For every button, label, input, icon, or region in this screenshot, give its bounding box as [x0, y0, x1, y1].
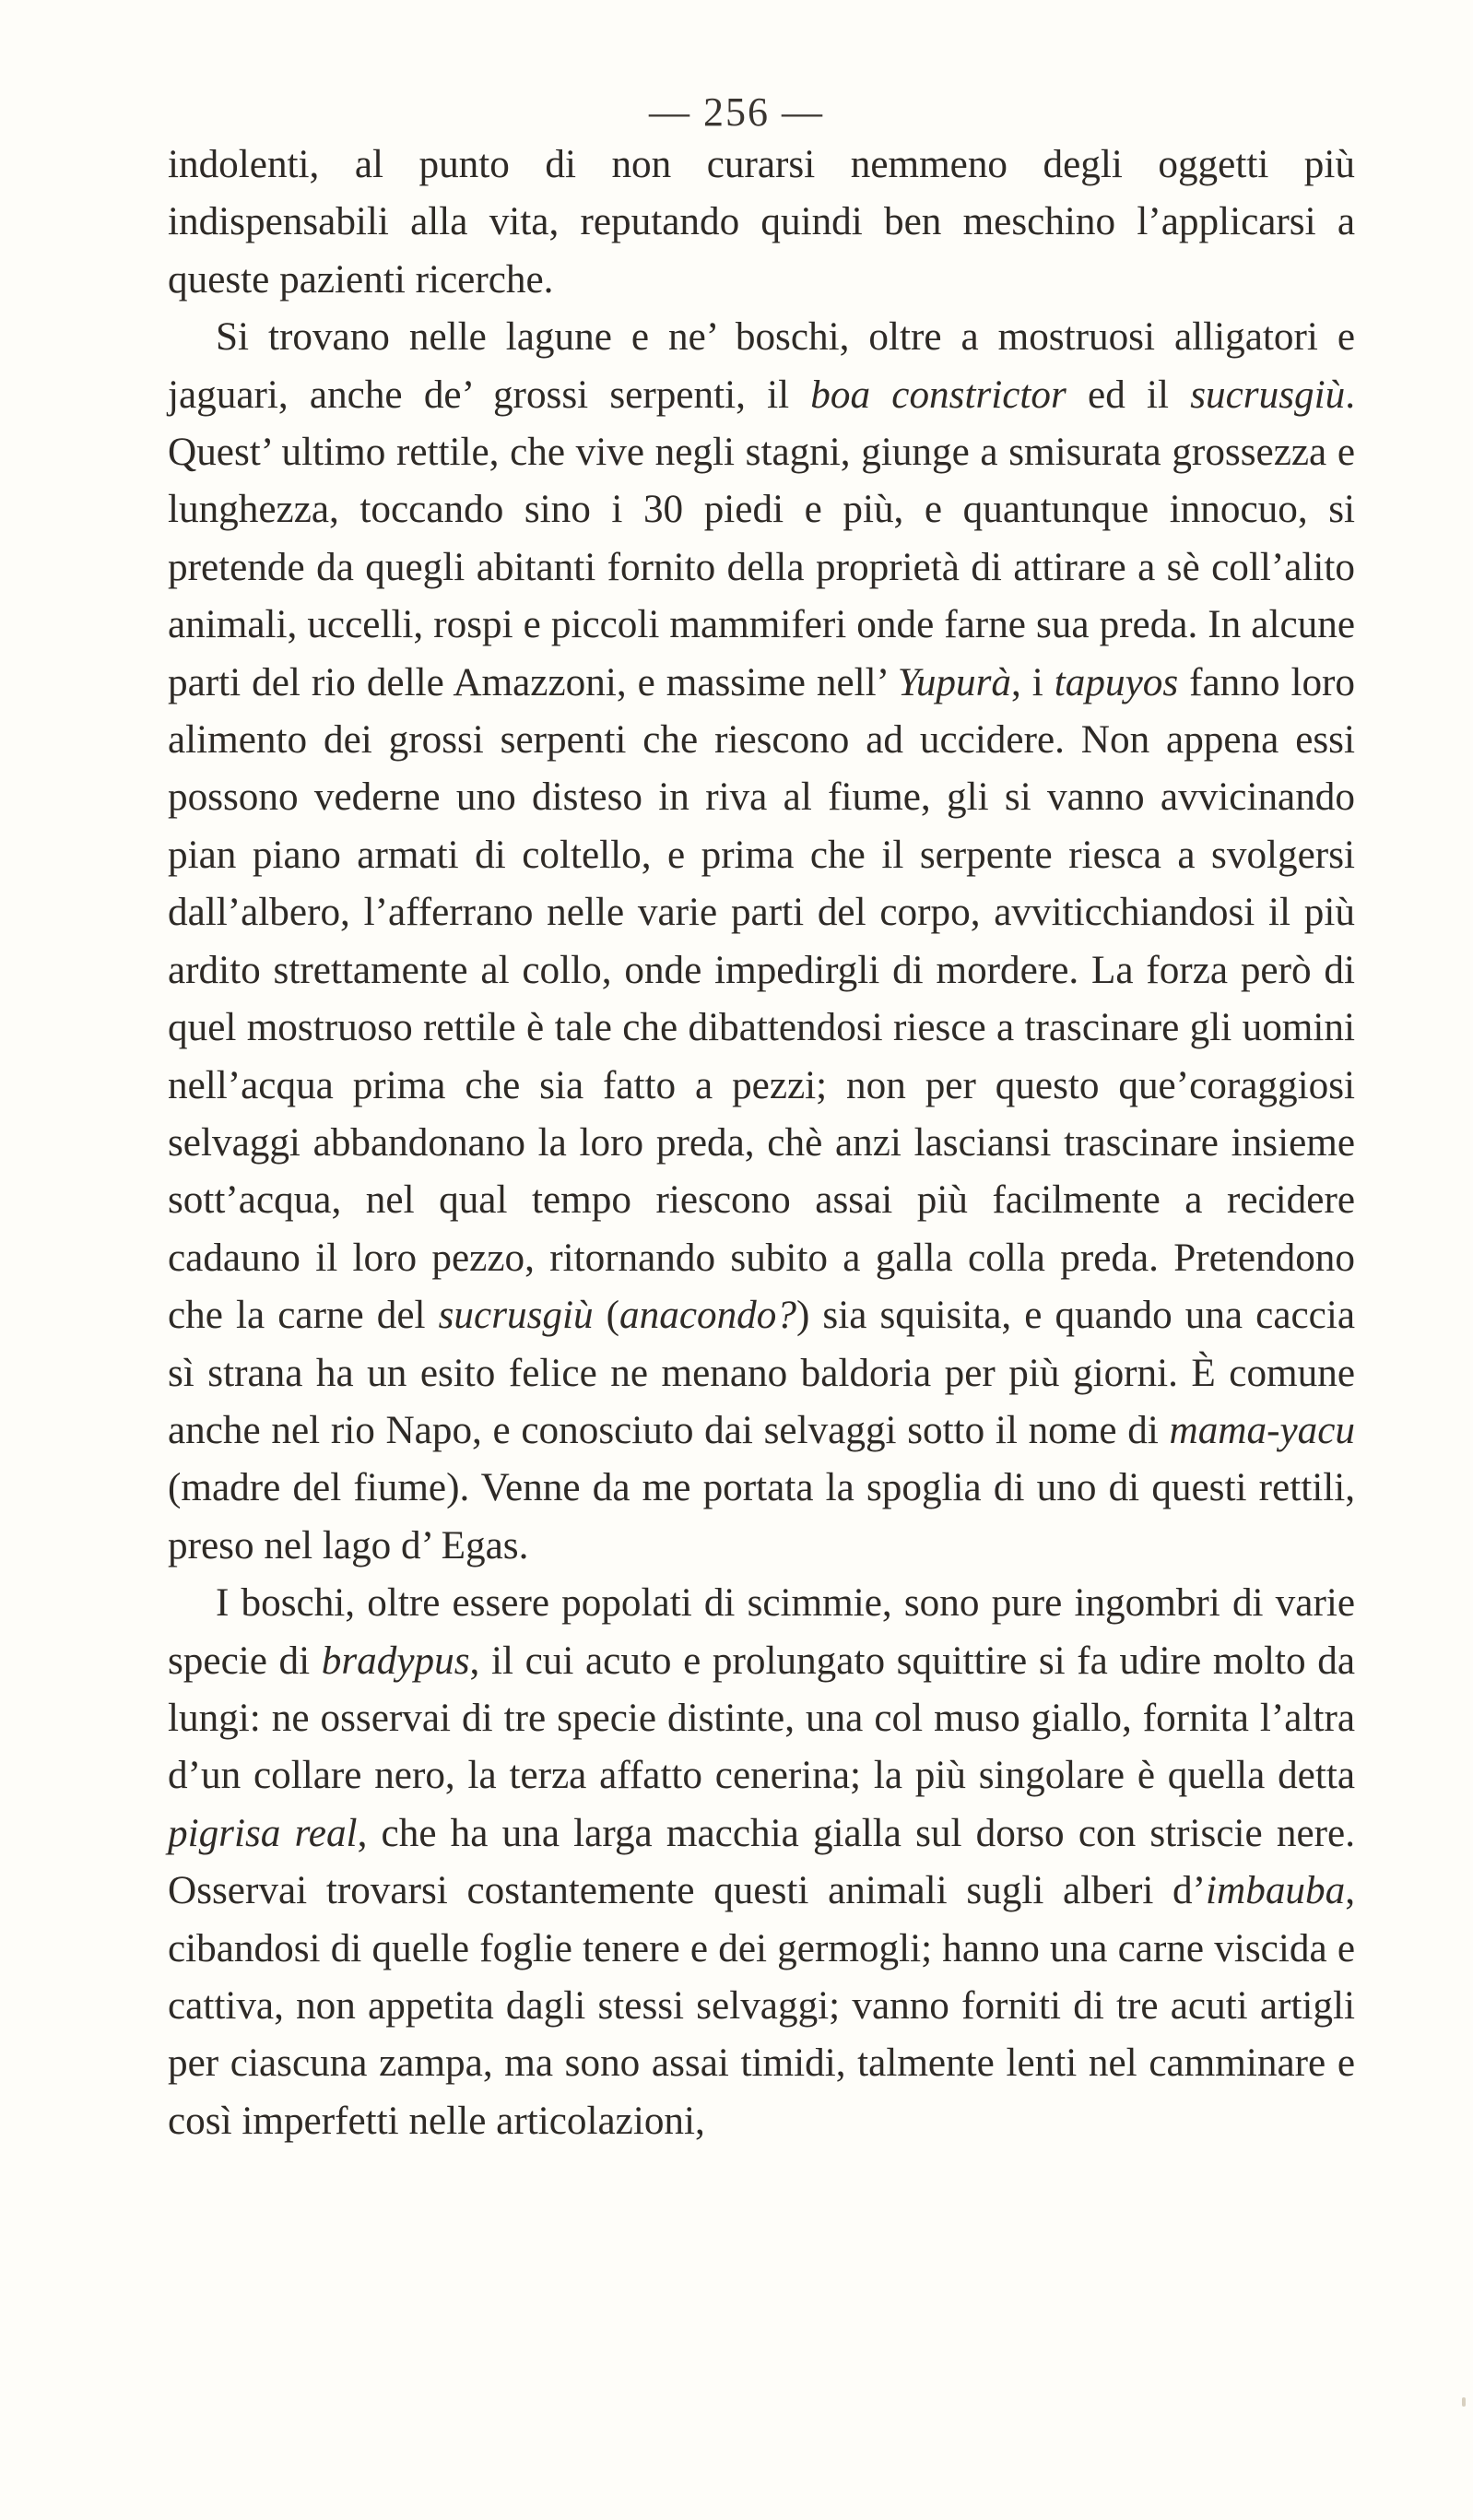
- body-text: [168, 136, 1355, 2150]
- italic-term: pigrisa real: [168, 1811, 358, 1855]
- text-segment: (: [593, 1294, 620, 1338]
- page-number: — 256 —: [649, 89, 824, 135]
- paragraph-1: [168, 136, 1355, 309]
- italic-term: bradypus: [321, 1639, 470, 1683]
- italic-term: sucrusgiù: [438, 1294, 594, 1338]
- italic-term: mama-yacu: [1169, 1408, 1355, 1452]
- text-segment: , il cui acuto e prolungato squittire si fa udire molto da lungi: ne osservai di tre specie distinte, una col muso giallo, fornita l’altra d’un collare nero, la terza affatto cenerina; la più singolare è quella detta: [168, 1639, 1355, 1798]
- paragraph-3: [168, 1575, 1355, 2150]
- text-segment: Si trovano nelle lagune e ne’ boschi, oltre a mostruosi alligatori e jaguari, anche de’ grossi serpenti, il: [168, 315, 1355, 417]
- paragraph-2: [168, 309, 1355, 1575]
- italic-term: tapuyos: [1054, 660, 1179, 704]
- text-segment: (madre del fiume). Venne da me portata la spoglia di uno di questi rettili, preso nel lago d’ Egas.: [168, 1466, 1355, 1568]
- text-segment: fanno loro alimento dei grossi serpenti che riescono ad uccidere. Non appena essi possono vederne uno disteso in riva al fiume, gli si vanno avvicinando pian piano armati di coltello, e prima che il serpente riesca a svolgersi dall’albero, l’afferrano nelle varie parti del corpo, avviticchiandosi il più ardito strettamente al collo, onde impedirgli di mordere. La forza però di quel mostruoso rettile è tale che dibattendosi riesce a trascinare gli uomini nell’acqua prima che sia fatto a pezzi; non per questo que’coraggiosi selvaggi abbandonano la loro preda, chè anzi lasciansi trascinare insieme sott’acqua, nel qual tempo riescono assai più facilmente a recidere cadauno il loro pezzo, ritornando subito a galla colla preda. Pretendono che la carne del: [168, 660, 1356, 1338]
- italic-term: anacondo?: [619, 1294, 796, 1338]
- paper-speck: [1462, 2397, 1466, 2407]
- text-segment: ) sia squisita, e quando una caccia sì strana ha un esito felice ne menano baldoria per più giorni. È comune anche nel rio Napo, e conosciuto dai selvaggi sotto il nome di: [168, 1294, 1356, 1452]
- text-segment: ed il: [1066, 373, 1191, 417]
- italic-term: boa constrictor: [810, 373, 1066, 417]
- italic-term: imbauba: [1206, 1869, 1346, 1913]
- text-segment: indolenti, al punto di non curarsi nemmeno degli oggetti più indispensabili alla vita, reputando quindi ben meschino l’applicarsi a queste pazienti ricerche.: [168, 143, 1355, 302]
- text-segment: , cibandosi di quelle foglie tenere e dei germogli; hanno una carne viscida e cattiva, non appetita dagli stessi selvaggi; vanno forniti di tre acuti artigli per ciascuna zampa, ma sono assai timidi, talmente lenti nel camminare e così imperfetti nelle articolazioni,: [168, 1869, 1355, 2143]
- text-segment: I boschi, oltre essere popolati di scimmie, sono pure ingombri di varie specie di: [168, 1581, 1355, 1683]
- text-segment: , che ha una larga macchia gialla sul dorso con striscie nere. Osservai trovarsi costantemente questi animali sugli alberi d’: [168, 1811, 1355, 1913]
- italic-term: Yupurà: [897, 660, 1012, 704]
- italic-term: sucrusgiù: [1190, 373, 1346, 417]
- text-segment: . Quest’ ultimo rettile, che vive negli stagni, giunge a smisurata grossezza e lunghezza, toccando sino i 30 piedi e più, e quantunque innocuo, si pretende da quegli abitanti fornito della proprietà di attirare a sè coll’alito animali, uccelli, rospi e piccoli mammiferi onde farne sua preda. In alcune parti del rio delle Amazzoni, e massime nell’: [168, 373, 1355, 704]
- text-segment: , i: [1011, 660, 1055, 704]
